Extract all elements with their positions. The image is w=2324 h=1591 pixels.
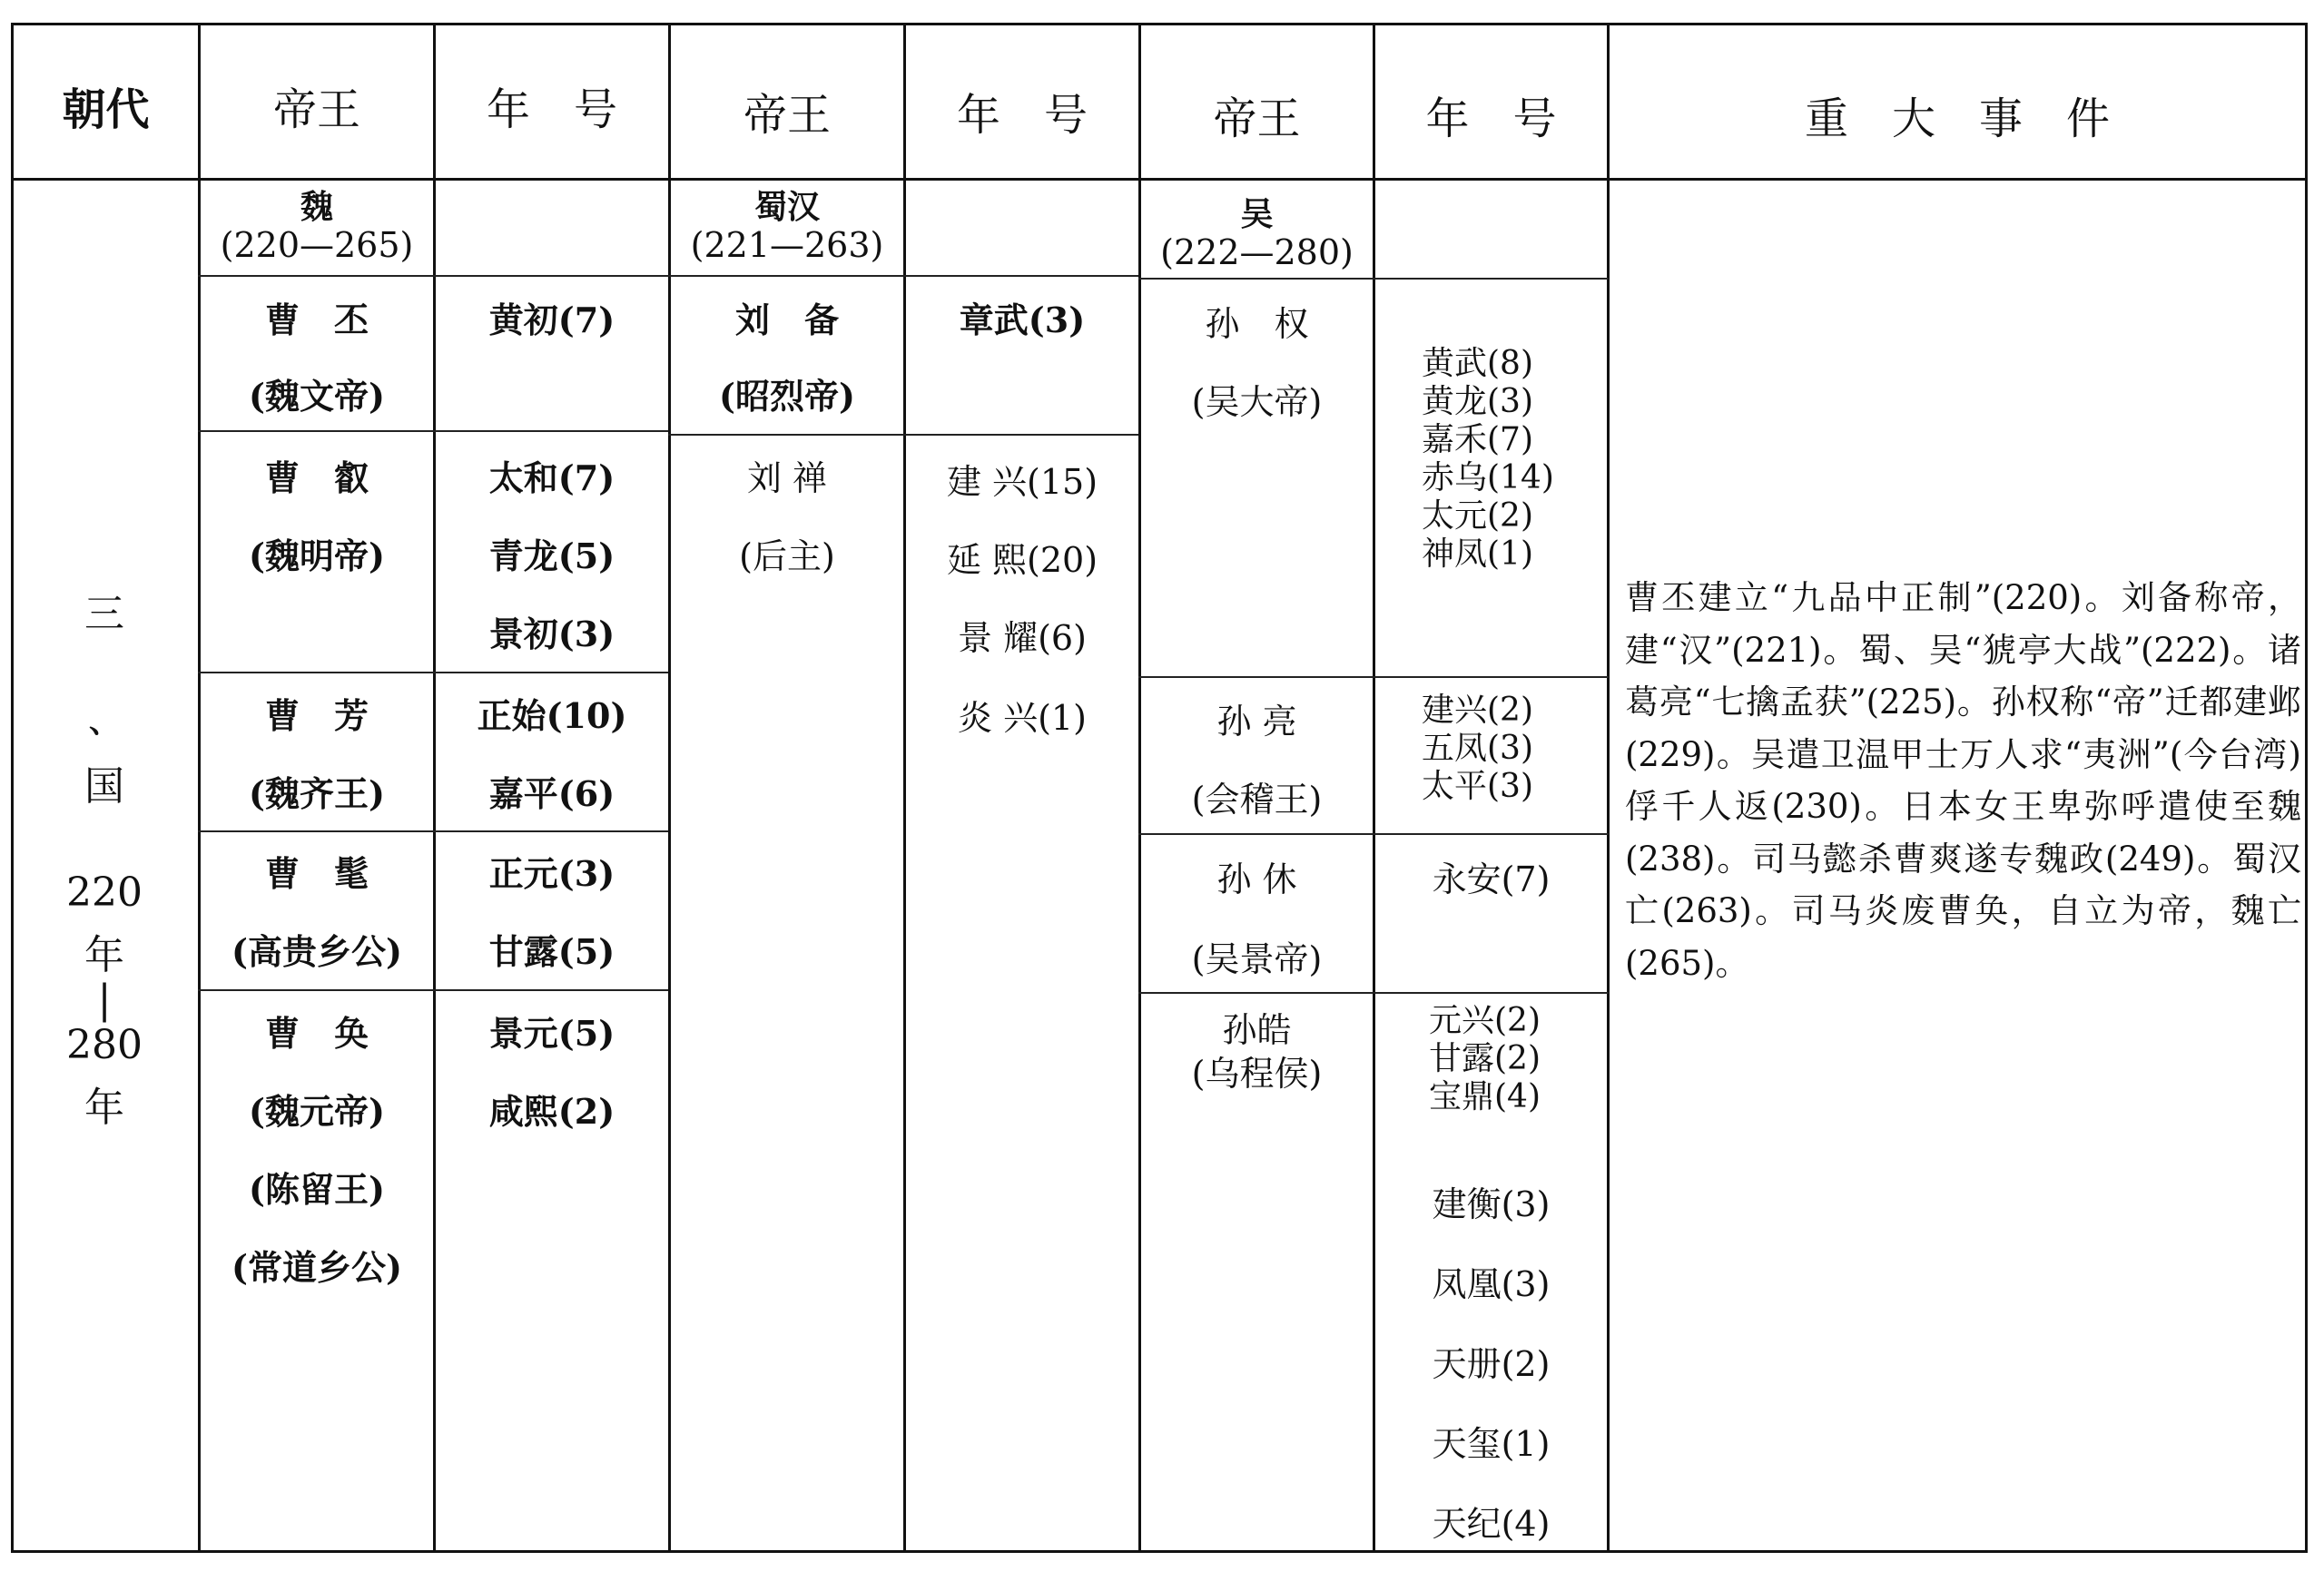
wu-era-list <box>1422 692 1533 806</box>
wu-ruler-name: 孙 亮 <box>1216 702 1297 741</box>
wu-era: 天纪(4) <box>1432 1504 1551 1544</box>
wu-ruler-title: (会稽王) <box>1191 780 1323 820</box>
wei-era: 景元(5) <box>488 1013 615 1054</box>
wei-ruler-name: 曹 芳 <box>264 695 369 736</box>
wei-ruler-title: (陈留王) <box>249 1169 385 1210</box>
wei-era: 青龙(5) <box>488 535 615 576</box>
wu-era: 甘露(2) <box>1429 1040 1541 1077</box>
table-top-border <box>11 23 2308 25</box>
wu-era: 永安(7) <box>1432 859 1551 899</box>
wu-era: 元兴(2) <box>1429 1002 1541 1039</box>
major-events-text: 曹丕建立“九品中正制”(220)。刘备称帝，建“汉”(221)。蜀、吴“猇亭大战”(222)。诸葛亮“七擒孟获”(225)。孙权称“帝”迁都建邺(229)。吴遣卫温甲士万人求“夷洲”(今台湾)俘千人返(230)。日本女王卑弥呼遣使至魏(238)。司马懿杀曹爽遂专魏政(249)。蜀汉亡(263)。司马炎废曹奂，自立为帝，魏亡(265)。 <box>1625 578 2301 983</box>
wu-ruler-title: (吴大帝) <box>1191 382 1323 422</box>
wu-era: 神凤(1) <box>1422 535 1533 573</box>
wu-era: 赤乌(14) <box>1422 459 1554 496</box>
wu-era: 建衡(3) <box>1432 1184 1551 1224</box>
wei-era: 嘉平(6) <box>488 773 615 814</box>
shu-row-divider <box>668 434 1138 436</box>
column-divider <box>1607 23 1610 1553</box>
header-era-wu: 年 号 <box>1425 93 1557 144</box>
wei-ruler-name: 曹 叡 <box>264 457 369 498</box>
wei-ruler-name: 曹 丕 <box>264 300 369 340</box>
wei-row-divider <box>198 830 668 832</box>
shu-era: 建 兴(15) <box>946 462 1098 502</box>
wu-era: 黄武(8) <box>1422 345 1533 382</box>
header-era-shu: 年 号 <box>956 90 1088 141</box>
wu-era: 宝鼎(4) <box>1429 1078 1541 1115</box>
shu-era: 延 熙(20) <box>946 540 1098 580</box>
shu-ruler-name: 刘 备 <box>734 300 839 340</box>
wei-ruler-title: (魏文帝) <box>249 376 385 417</box>
wei-era: 太和(7) <box>488 457 615 498</box>
wu-era: 太平(3) <box>1422 768 1533 805</box>
wei-ruler-title: (魏齐王) <box>249 773 385 814</box>
wei-ruler-name: 曹 奂 <box>264 1013 369 1054</box>
header-emperor-wei: 帝王 <box>272 84 360 135</box>
dynasty-year-char: 年 <box>84 1085 124 1131</box>
wei-ruler-title: (魏元帝) <box>249 1091 385 1132</box>
shu-era: 章武(3) <box>959 300 1086 340</box>
wu-row-divider <box>1138 992 1609 994</box>
wu-kingdom-years: (222—280) <box>1160 232 1354 272</box>
wei-era: 黄初(7) <box>488 300 615 340</box>
wei-kingdom-name: 魏 <box>300 188 333 226</box>
wu-row-divider <box>1138 278 1609 280</box>
wu-era: 天册(2) <box>1432 1344 1551 1384</box>
header-divider <box>11 178 2308 181</box>
wu-era-list <box>1429 1002 1541 1116</box>
wu-ruler-title: (乌程侯) <box>1191 1054 1323 1094</box>
dynasty-name-dot: 、 <box>89 704 120 741</box>
wu-row-divider <box>1138 833 1609 835</box>
wei-era: 正始(10) <box>477 695 627 736</box>
table-bottom-border <box>11 1550 2308 1553</box>
header-emperor-wu: 帝王 <box>1213 93 1301 144</box>
wei-era: 甘露(5) <box>488 931 615 972</box>
wei-era: 咸熙(2) <box>488 1091 615 1132</box>
header-events: 重 大 事 件 <box>1804 93 2110 144</box>
wei-row-divider <box>198 672 668 673</box>
shu-row-divider <box>668 275 1138 277</box>
wei-ruler-title: (魏明帝) <box>249 535 385 576</box>
shu-era: 景 耀(6) <box>958 618 1087 658</box>
wu-row-divider <box>1138 676 1609 678</box>
wei-ruler-name: 曹 髦 <box>264 853 369 894</box>
wu-era: 凤凰(3) <box>1432 1264 1551 1304</box>
dynasty-name-char: 三 <box>84 591 124 637</box>
table-right-border <box>2305 23 2308 1553</box>
dynasty-dash: | <box>97 977 112 1023</box>
wu-ruler-name: 孙 权 <box>1205 304 1309 344</box>
shu-kingdom-years: (221—263) <box>690 225 884 265</box>
column-divider <box>1373 23 1375 1553</box>
wei-row-divider <box>198 275 668 277</box>
wu-era: 五凤(3) <box>1422 730 1533 767</box>
wu-era: 天玺(1) <box>1432 1424 1551 1464</box>
dynasty-end-year: 280 <box>66 1022 143 1068</box>
wu-era: 嘉禾(7) <box>1422 421 1533 458</box>
dynasty-start-year: 220 <box>66 869 143 916</box>
wei-ruler-title: (常道乡公) <box>231 1247 402 1288</box>
wei-kingdom-years: (220—265) <box>220 225 414 265</box>
wu-era: 黄龙(3) <box>1422 383 1533 420</box>
wu-ruler-name: 孙 休 <box>1216 859 1297 899</box>
wei-row-divider <box>198 430 668 432</box>
table-left-border <box>11 23 14 1553</box>
wu-era: 太元(2) <box>1422 497 1533 535</box>
header-dynasty: 朝代 <box>62 84 150 135</box>
wei-ruler-title: (高贵乡公) <box>231 931 402 972</box>
wu-ruler-name: 孙皓 <box>1222 1010 1292 1050</box>
wei-row-divider <box>198 989 668 991</box>
wu-era: 建兴(2) <box>1422 692 1533 729</box>
wei-era: 正元(3) <box>488 853 615 894</box>
shu-ruler-title: (后主) <box>739 536 835 576</box>
shu-ruler-name: 刘 禅 <box>746 458 828 498</box>
shu-era: 炎 兴(1) <box>958 698 1087 738</box>
wu-ruler-title: (吴景帝) <box>1191 939 1323 979</box>
wei-era: 景初(3) <box>488 614 615 654</box>
column-divider <box>903 23 906 1553</box>
dynasty-year-char: 年 <box>84 932 124 978</box>
shu-kingdom-name: 蜀汉 <box>753 188 820 226</box>
wu-era-list <box>1422 345 1554 574</box>
dynasty-name-char: 国 <box>84 763 124 810</box>
header-emperor-shu: 帝王 <box>743 90 831 141</box>
wu-kingdom-name: 吴 <box>1240 195 1274 233</box>
shu-ruler-title: (昭烈帝) <box>719 376 855 417</box>
header-era-wei: 年 号 <box>486 84 617 135</box>
